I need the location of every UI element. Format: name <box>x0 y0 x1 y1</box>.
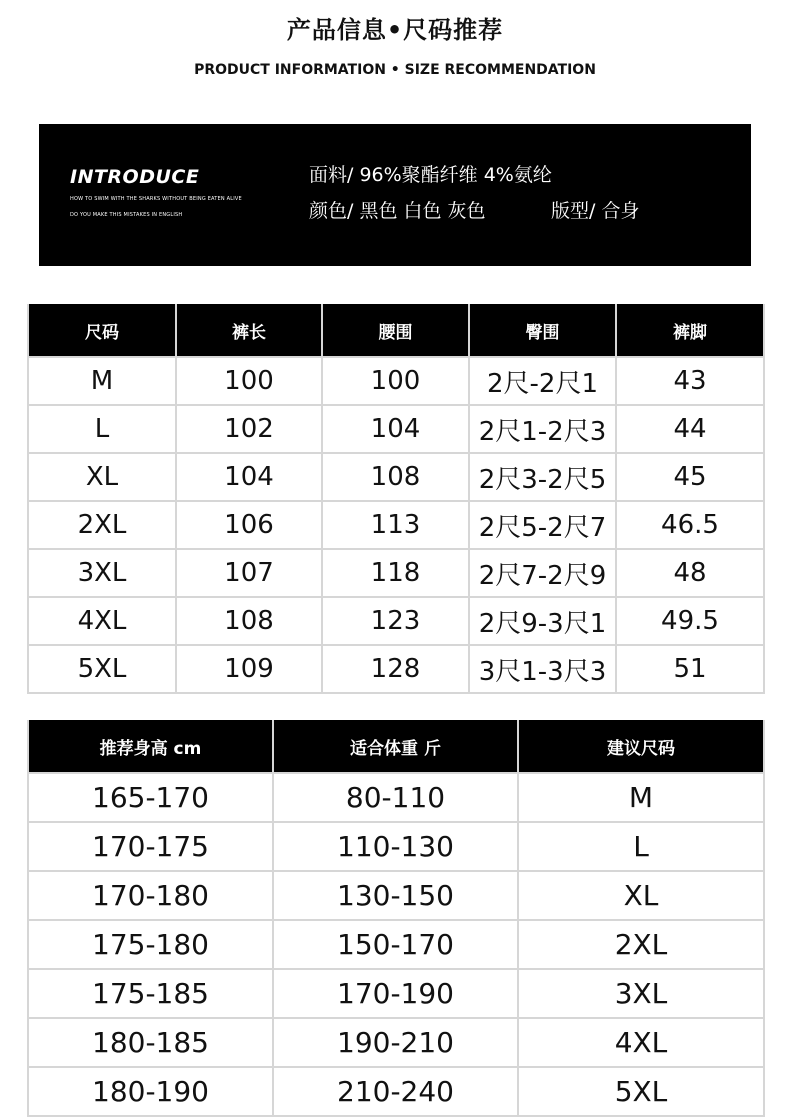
intro-fineprint-2: DO YOU MAKE THIS MISTAKES IN ENGLISH <box>70 212 183 218</box>
cell-weight: 80-110 <box>273 773 518 822</box>
intro-fineprint-1: HOW TO SWIM WITH THE SHARKS WITHOUT BEING EATEN ALIVE <box>70 196 242 202</box>
cell-weight: 170-190 <box>273 969 518 1018</box>
cell-hem: 49.5 <box>616 597 764 645</box>
cell-height: 165-170 <box>28 773 273 822</box>
cell-waist: 113 <box>322 501 469 549</box>
page-title: 产品信息•尺码推荐 <box>286 16 504 44</box>
cell-weight: 110-130 <box>273 822 518 871</box>
cell-length: 102 <box>176 405 322 453</box>
page-subtitle: PRODUCT INFORMATION • SIZE RECOMMENDATION <box>194 62 596 78</box>
table-row <box>28 501 764 549</box>
cell-hem: 48 <box>616 549 764 597</box>
fit-info: 版型/ 合身 <box>551 200 640 222</box>
cell-suggested-size: XL <box>518 871 764 920</box>
cell-size: M <box>28 357 176 405</box>
cell-hip: 2尺5-2尺7 <box>469 501 616 549</box>
cell-suggested-size: L <box>518 822 764 871</box>
cell-hem: 46.5 <box>616 501 764 549</box>
cell-weight: 130-150 <box>273 871 518 920</box>
cell-size: 5XL <box>28 645 176 693</box>
cell-waist: 123 <box>322 597 469 645</box>
cell-length: 104 <box>176 453 322 501</box>
size-chart-table <box>27 304 765 694</box>
cell-hip: 3尺1-3尺3 <box>469 645 616 693</box>
cell-height: 175-180 <box>28 920 273 969</box>
cell-length: 100 <box>176 357 322 405</box>
cell-waist: 108 <box>322 453 469 501</box>
cell-size: L <box>28 405 176 453</box>
cell-hip: 2尺3-2尺5 <box>469 453 616 501</box>
cell-hip: 2尺9-3尺1 <box>469 597 616 645</box>
cell-weight: 210-240 <box>273 1067 518 1116</box>
table-row <box>28 405 764 453</box>
cell-suggested-size: M <box>518 773 764 822</box>
cell-height: 170-180 <box>28 871 273 920</box>
size-recommendation-table <box>27 720 765 1117</box>
table-row <box>28 1067 764 1116</box>
cell-length: 107 <box>176 549 322 597</box>
cell-waist: 128 <box>322 645 469 693</box>
cell-size: 2XL <box>28 501 176 549</box>
table-row <box>28 969 764 1018</box>
cell-hem: 43 <box>616 357 764 405</box>
cell-length: 106 <box>176 501 322 549</box>
cell-length: 109 <box>176 645 322 693</box>
color-info: 颜色/ 黑色 白色 灰色 <box>309 200 486 222</box>
cell-waist: 104 <box>322 405 469 453</box>
cell-size: XL <box>28 453 176 501</box>
table-row <box>28 822 764 871</box>
cell-suggested-size: 2XL <box>518 920 764 969</box>
size-chart-header-row <box>28 304 764 357</box>
table-row <box>28 357 764 405</box>
column-header-hem: 裤脚 <box>616 304 764 357</box>
cell-waist: 118 <box>322 549 469 597</box>
table-row <box>28 920 764 969</box>
cell-height: 180-190 <box>28 1067 273 1116</box>
cell-height: 175-185 <box>28 969 273 1018</box>
column-header-length: 裤长 <box>176 304 322 357</box>
table-row <box>28 549 764 597</box>
recommendation-header-row <box>28 720 764 773</box>
cell-hem: 44 <box>616 405 764 453</box>
cell-size: 4XL <box>28 597 176 645</box>
column-header-waist: 腰围 <box>322 304 469 357</box>
column-header-hip: 臀围 <box>469 304 616 357</box>
table-row <box>28 871 764 920</box>
cell-hip: 2尺-2尺1 <box>469 357 616 405</box>
cell-size: 3XL <box>28 549 176 597</box>
cell-length: 108 <box>176 597 322 645</box>
table-row <box>28 1018 764 1067</box>
fabric-info: 面料/ 96%聚酯纤维 4%氨纶 <box>309 164 552 186</box>
table-row <box>28 597 764 645</box>
cell-hem: 45 <box>616 453 764 501</box>
column-header-suggested-size: 建议尺码 <box>518 720 764 773</box>
table-row <box>28 773 764 822</box>
cell-suggested-size: 5XL <box>518 1067 764 1116</box>
column-header-size: 尺码 <box>28 304 176 357</box>
intro-heading: INTRODUCE <box>70 166 200 188</box>
column-header-weight: 适合体重 斤 <box>273 720 518 773</box>
cell-weight: 150-170 <box>273 920 518 969</box>
cell-waist: 100 <box>322 357 469 405</box>
column-header-height: 推荐身高 cm <box>28 720 273 773</box>
cell-weight: 190-210 <box>273 1018 518 1067</box>
cell-hip: 2尺1-2尺3 <box>469 405 616 453</box>
cell-suggested-size: 3XL <box>518 969 764 1018</box>
cell-suggested-size: 4XL <box>518 1018 764 1067</box>
cell-height: 170-175 <box>28 822 273 871</box>
cell-height: 180-185 <box>28 1018 273 1067</box>
cell-hem: 51 <box>616 645 764 693</box>
intro-banner <box>39 124 751 266</box>
table-row <box>28 453 764 501</box>
table-row <box>28 645 764 693</box>
cell-hip: 2尺7-2尺9 <box>469 549 616 597</box>
